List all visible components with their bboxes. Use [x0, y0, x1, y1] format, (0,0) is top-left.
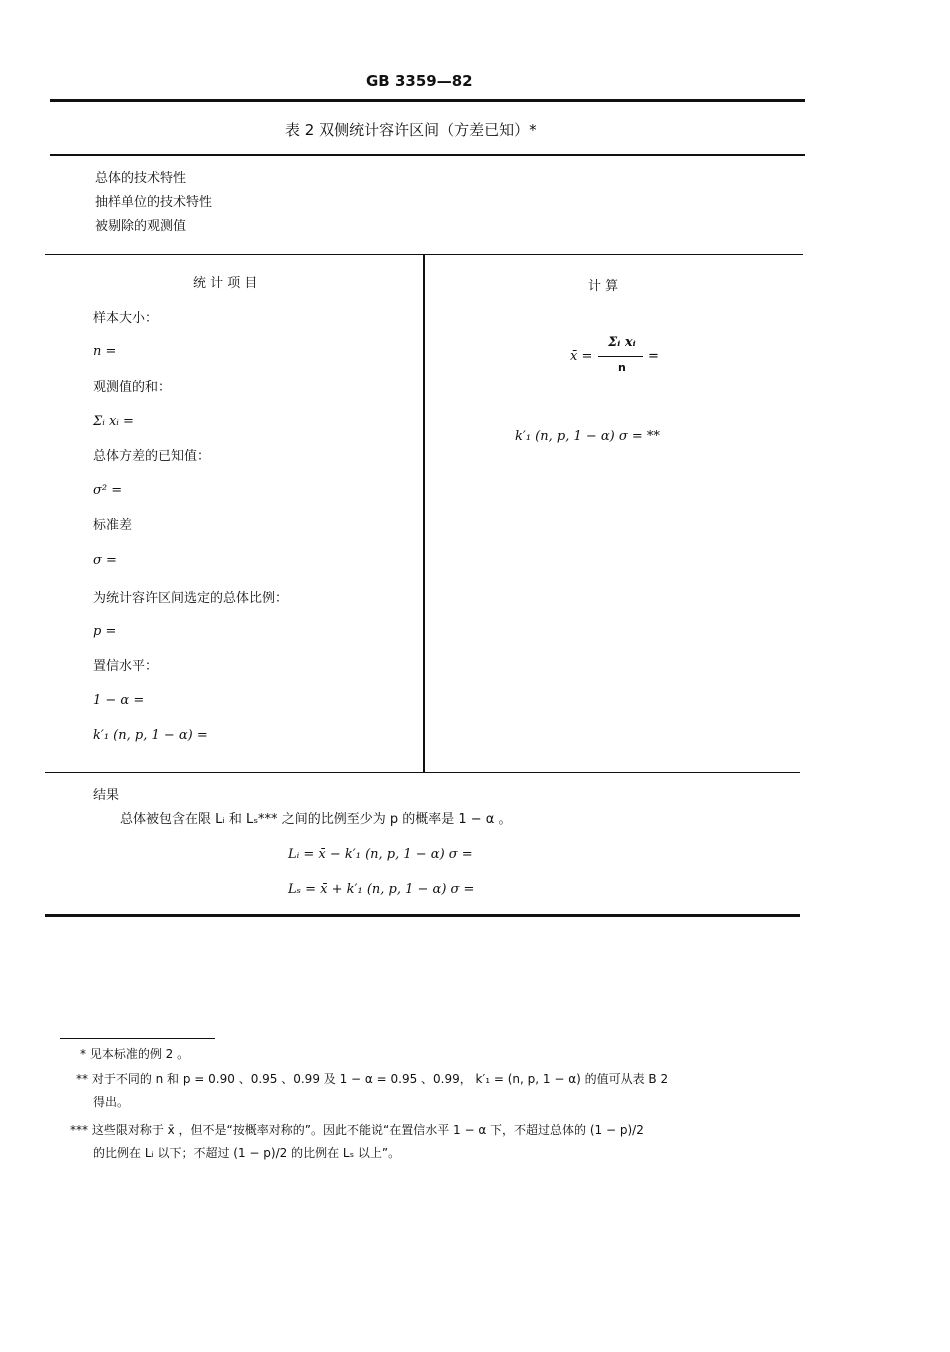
title-rule: [50, 154, 805, 156]
result-label: 结果: [93, 788, 120, 803]
end-rule: [45, 914, 800, 917]
statistic-row: 标准差: [93, 518, 133, 533]
mean-numerator: Σᵢ xᵢ: [608, 335, 636, 350]
standard-code: GB 3359—82: [366, 72, 473, 90]
footnote: *** 这些限对称于 x̄ ，但不是“按概率对称的”。因此不能说“在置信水平 1 − α 下，不超过总体的 (1 − p)/2: [70, 1123, 644, 1137]
upper-limit-formula: Lₛ = x̄ + k′₁ (n, p, 1 − α) σ =: [288, 882, 475, 897]
footnote: 得出。: [93, 1095, 130, 1109]
table-bottom-rule: [45, 772, 800, 773]
statistic-row: 观测值的和：: [93, 380, 172, 395]
info-line: 抽样单位的技术特性: [95, 195, 213, 210]
footnote: ** 对于不同的 n 和 p = 0.90 、0.95 、0.99 及 1 − α = 0.95 、0.99， k′₁ = (n, p, 1 − α) 的值可从表 B 2: [76, 1072, 669, 1086]
statistic-row: 为统计容许区间选定的总体比例：: [93, 591, 289, 606]
statistic-row: k′₁ (n, p, 1 − α) =: [93, 728, 208, 743]
statistic-row: 置信水平：: [93, 659, 159, 674]
right-column-heading: 计 算: [588, 279, 619, 294]
statistic-row: 样本大小：: [93, 311, 159, 326]
footnote: * 见本标准的例 2 。: [80, 1047, 190, 1061]
left-column-heading: 统 计 项 目: [193, 276, 258, 291]
footnote: 的比例在 Lᵢ 以下；不超过 (1 − p)/2 的比例在 Lₛ 以上”。: [93, 1146, 401, 1160]
k-sigma-formula: k′₁ (n, p, 1 − α) σ = **: [515, 429, 660, 444]
statistic-row: 总体方差的已知值：: [93, 449, 211, 464]
statistic-row: σ =: [93, 553, 117, 568]
fraction-bar: [598, 356, 643, 357]
column-divider: [423, 254, 425, 772]
statistic-row: Σᵢ xᵢ =: [93, 414, 134, 429]
footnote-rule: [60, 1038, 215, 1039]
lower-limit-formula: Lᵢ = x̄ − k′₁ (n, p, 1 − α) σ =: [288, 847, 473, 862]
statistic-row: 1 − α =: [93, 693, 145, 708]
statistic-row: n =: [93, 344, 117, 359]
mean-lhs: x̄ =: [570, 349, 593, 364]
mean-rhs: =: [648, 349, 659, 364]
info-line: 总体的技术特性: [95, 171, 187, 186]
result-sentence: 总体被包含在限 Lᵢ 和 Lₛ*** 之间的比例至少为 p 的概率是 1 − α 。: [120, 812, 512, 827]
statistic-row: σ² =: [93, 483, 123, 498]
statistic-row: p =: [93, 624, 117, 639]
header-rule: [50, 99, 805, 102]
table-title: 表 2 双侧统计容许区间（方差已知）*: [285, 121, 537, 139]
mean-denominator: n: [618, 361, 626, 374]
info-line: 被剔除的观测值: [95, 219, 187, 234]
